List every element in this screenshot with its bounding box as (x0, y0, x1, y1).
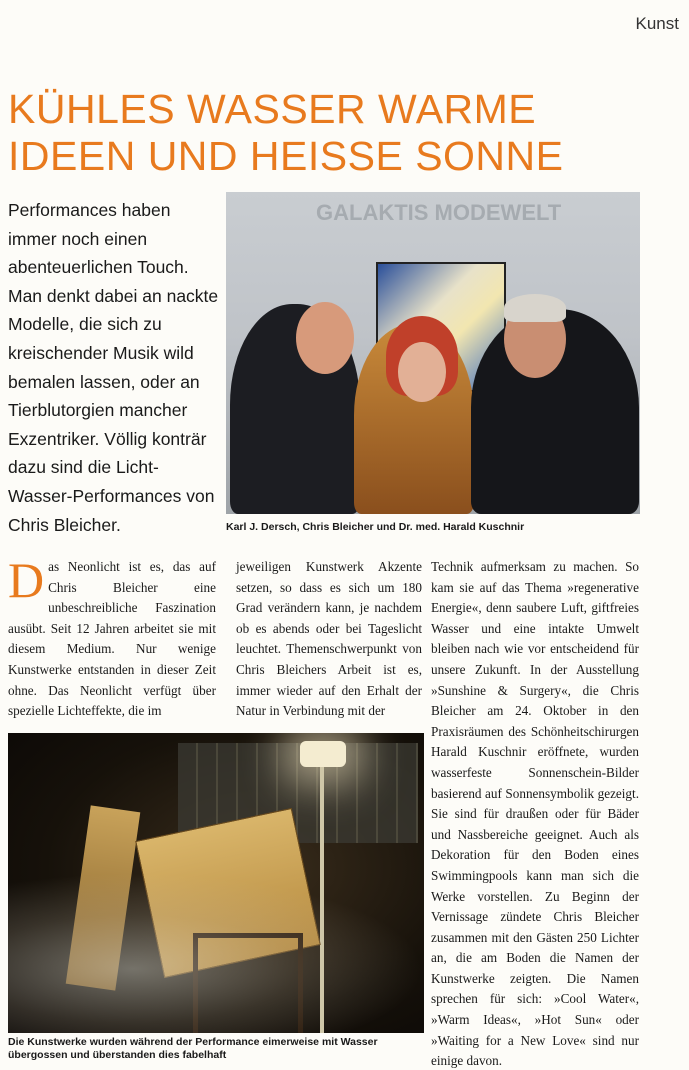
body-column-3: Technik aufmerksam zu machen. So kam sie auf das Thema »regenerative Energie«, denn saubere Luft, giftfreies Wasser und eine intakte Umwelt bleiben nach wie vor entscheidend für unsere Zukunft. In der Ausstellung »Sunshine & Surgery«, die Chris Bleicher am 24. Oktober in den Praxisräumen des Schönheitschirurgen Harald Kuschnir eröffnete, wurden wasserfeste Sonnenschein-Bilder basierend auf Sonnensymbolik gezeigt. Sie sind für draußen oder für Bäder und Nassbereiche geeignet. Auch als Dekoration für den Boden eines Swimmingpools kann man sich die Werke vorstellen. Zu Beginn der Vernissage zündete Chris Bleicher zusammen mit den Gästen 250 Lichter an, die am Boden die Namen der Kunstwerke zeigten. Die Namen sprechen für sich: »Cool Water«, »Warm Ideas«, »Hot Sun« oder »Waiting for a New Love« sind nur einige davon. (431, 559, 639, 1069)
person-center-head (398, 342, 446, 402)
person-right-hair (504, 294, 566, 322)
bottom-photo-caption: Die Kunstwerke wurden während der Performance eimerweise mit Wasser übergossen und überstanden dies fabelhaft (8, 1036, 378, 1061)
top-photo (226, 192, 640, 514)
lead-paragraph: Performances haben immer noch einen abenteuerlichen Touch. Man denkt dabei an nackte Modelle, die sich zu kreischender Musik wild bemalen lassen, oder an Tierblutorgien mancher Exzentriker. Völlig konträr dazu sind die Licht-Wasser-Performances von Chris Bleicher. (8, 200, 219, 535)
headline (8, 86, 648, 180)
wall-sign: GALAKTIS MODEWELT (316, 200, 562, 225)
section-label: Kunst (635, 14, 679, 33)
drop-cap: D (8, 552, 45, 608)
body-column-1 (8, 552, 216, 722)
body-column-1-text: as Neonlicht ist es, das auf Chris Bleicher eine unbeschreibliche Faszination ausübt. Seit 12 Jahren arbeitet sie mit diesem Medium. Nur wenige Kunstwerke entstanden in dieser Zeit ohne. Das Neonlicht verfügt über spezielle Lichteffekte, die im (8, 559, 216, 719)
person-left-head (296, 302, 354, 374)
headline-line-1: KÜHLES WASSER WARME (8, 86, 537, 132)
water-splash (8, 873, 424, 1033)
headline-line-2: IDEEN UND HEISSE SONNE (8, 133, 564, 179)
bottom-photo (8, 733, 424, 1033)
body-column-2: jeweiligen Kunstwerk Akzente setzen, so dass es sich um 180 Grad verändern kann, je nachdem ob es abends oder bei Tageslicht leuchtet. Themenschwerpunkt von Chris Bleichers Arbeit ist es, immer wieder auf den Erhalt der Natur in Verbindung mit der (236, 559, 422, 719)
top-photo-caption: Karl J. Dersch, Chris Bleicher und Dr. med. Harald Kuschnir (226, 521, 525, 533)
spotlight (300, 741, 346, 767)
